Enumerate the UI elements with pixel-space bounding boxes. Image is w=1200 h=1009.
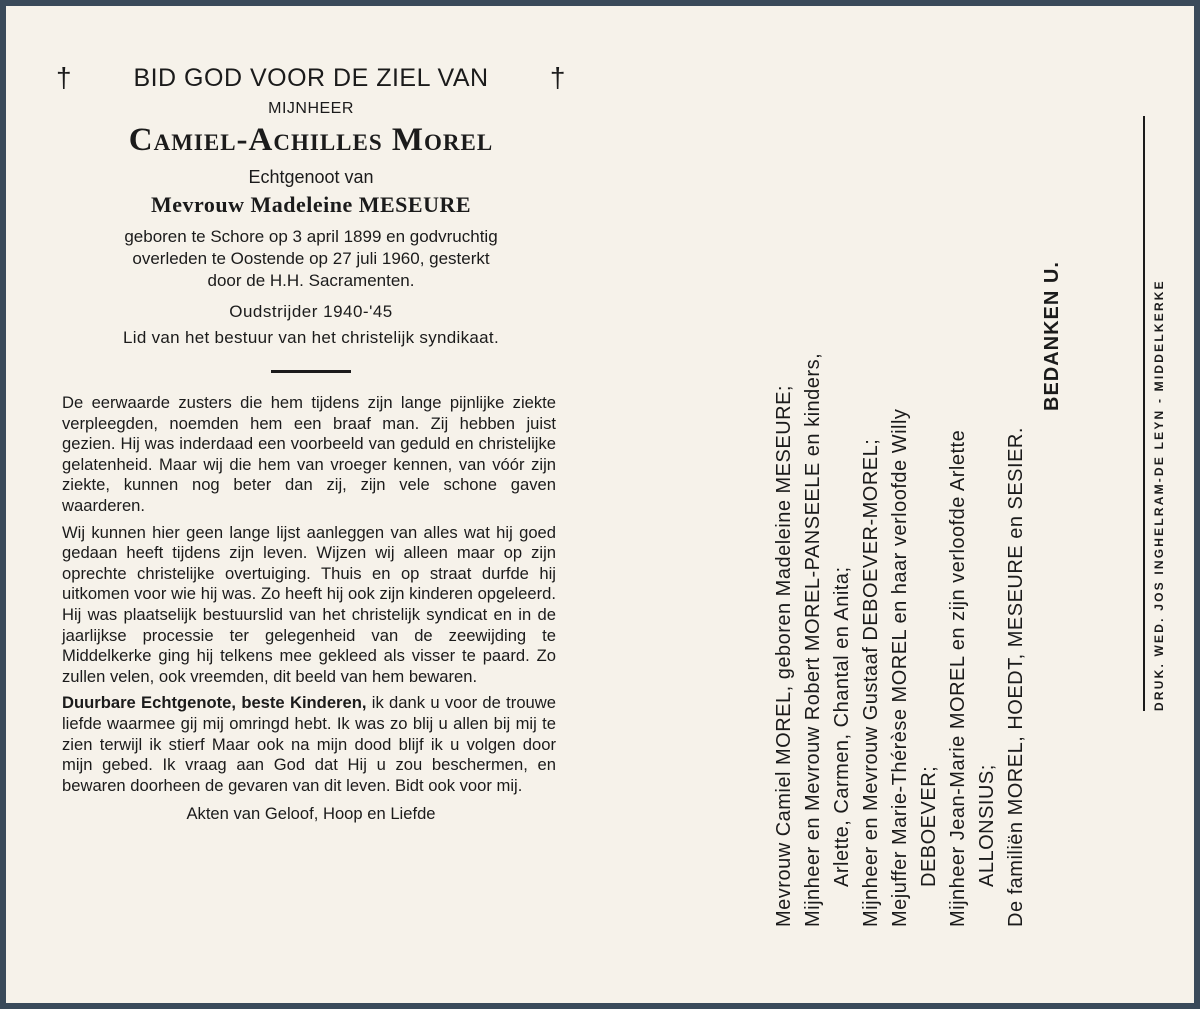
family-line: Mevrouw Camiel MOREL, geboren Madeleine MESEURE;: [773, 385, 795, 927]
family-list: [766, 101, 1031, 931]
paragraph-sisters: De eerwaarde zusters die hem tijdens zijn lange pijnlijke ziekte verpleegden, noemden hem een braaf man. Zij hebben juist gezien. Hij was inderdaad een voorbeeld van geduld en christelijke gelatenheid. Maar wij die hem van vroeger kennen, van vóór zijn ziekte, kunnen nog beter dan zij, zijn vele schone gaven waarderen.: [62, 393, 556, 515]
birth-death-line: geboren te Schore op 3 april 1899 en godvruchtig: [124, 227, 498, 246]
birth-death-info: [46, 226, 576, 292]
family-line: ALLONSIUS;: [976, 764, 998, 887]
family-line: DEBOEVER;: [918, 765, 940, 887]
family-rotated-block: [766, 101, 1106, 931]
printer-imprint: [1141, 116, 1171, 716]
family-line: Arlette, Carmen, Chantal en Anita;: [831, 566, 853, 887]
family-line: Mijnheer en Mevrouw Gustaaf DEBOEVER-MOREL;: [860, 438, 882, 927]
farewell-lead: Duurbare Echtgenote, beste Kinderen,: [62, 693, 367, 713]
prayer-header-text: BID GOD VOOR DE ZIEL VAN: [133, 63, 489, 92]
divider: [271, 370, 351, 373]
family-line: Mijnheer en Mevrouw Robert MOREL-PANSEELE en kinders,: [802, 352, 824, 927]
spouse-name: Mevrouw Madeleine MESEURE: [150, 192, 472, 217]
cross-icon: †: [56, 62, 73, 93]
honorific: MIJNHEER: [268, 100, 354, 117]
memorial-card: [6, 6, 1194, 1003]
family-line: Mejuffer Marie-Thérèse MOREL en haar verloofde Willy: [889, 408, 911, 927]
veteran-note: Oudstrijder 1940-'45: [229, 302, 393, 321]
birth-death-line: door de H.H. Sacramenten.: [207, 271, 415, 290]
right-panel: [766, 101, 1106, 931]
prayer-header: [56, 62, 566, 94]
birth-death-line: overleden te Oostende op 27 juli 1960, gesterkt: [132, 249, 490, 268]
family-line: Mijnheer Jean-Marie MOREL en zijn verloofde Arlette: [947, 429, 969, 927]
paragraph-farewell: [62, 693, 556, 796]
imprint-rule: [1143, 116, 1145, 711]
family-line: De familiën MOREL, HOEDT, MESEURE en SESIER.: [1005, 427, 1027, 927]
left-panel: [46, 62, 576, 824]
printer-text: DRUK. WED. JOS INGHELRAM-DE LEYN - MIDDELKERKE: [1152, 279, 1166, 711]
spouse-label: Echtgenoot van: [248, 167, 374, 187]
deceased-name: Camiel-Achilles Morel: [128, 122, 494, 158]
farewell-text: ik dank u voor de trouwe liefde waarmee gij mij omringd hebt. Ik was zo blij u allen bij mij te zien terwijl ik stierf Maar ook na mijn dood blijf ik u volgen door mijn gebed. Ik vraag aan God dat Hij u zou beschermen, en bewaren doorheen de gevaren van dit leven. Bidt ook voor mij.: [62, 693, 556, 795]
prayer-acts: Akten van Geloof, Hoop en Liefde: [186, 804, 436, 824]
thanks-text: BEDANKEN U.: [1041, 261, 1063, 411]
membership-note: Lid van het bestuur van het christelijk syndikaat.: [123, 328, 499, 347]
paragraph-life: Wij kunnen hier geen lange lijst aanleggen van alles wat hij goed gedaan heeft tijdens zijn leven. Wijzen wij alleen maar op zijn oprechte christelijke overtuiging. Thuis en op straat durfde hij uitkomen voor wie hij was. Zo heeft hij ook zijn kinderen opgeleerd. Hij was plaatselijk bestuurslid van het christelijk syndicat en in de jaarlijkse processie ter gelegenheid van de zeewijding te Middelkerke ging hij telkens mee gekleed als visser te paard. Zo zullen velen, ook vreemden, dit beeld van hem bewaren.: [62, 522, 556, 686]
cross-icon: †: [549, 62, 566, 93]
